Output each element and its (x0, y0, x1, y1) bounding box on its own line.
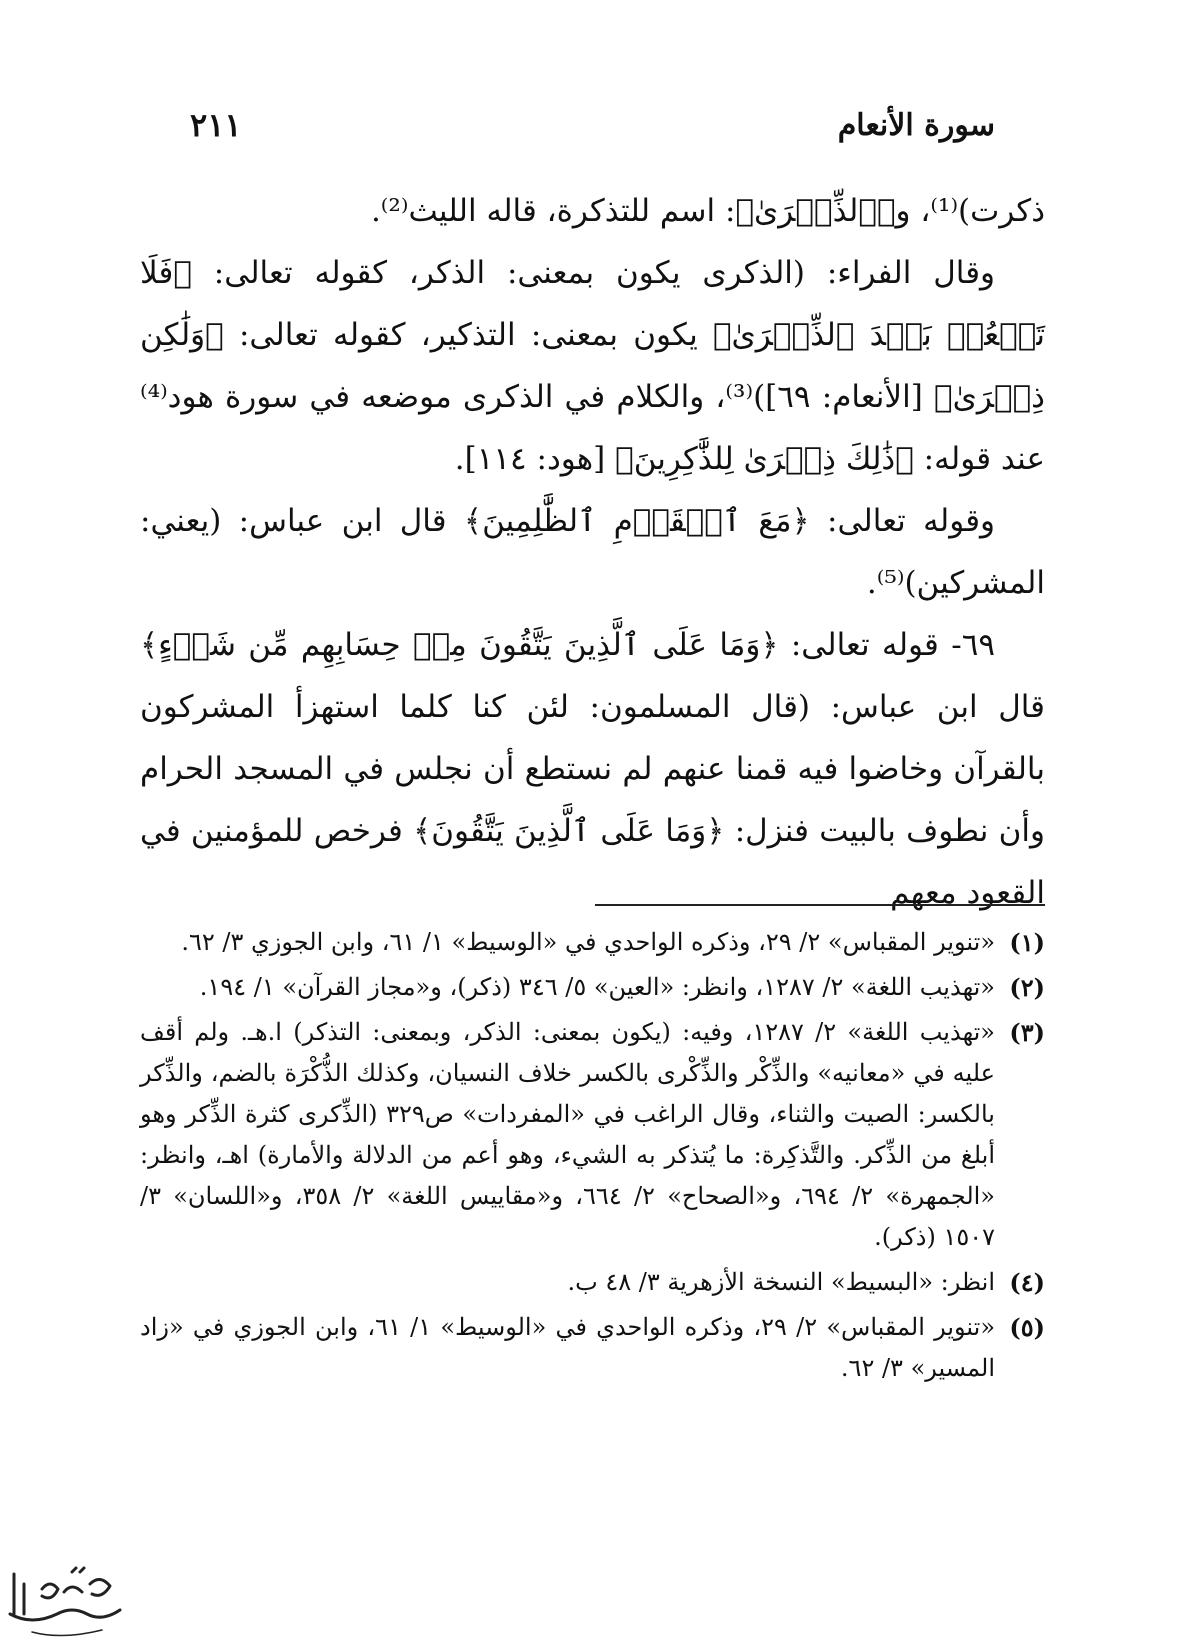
paragraph: وقال الفراء: (الذكرى يكون بمعنى: الذكر، كقوله تعالى: ﴿فَلَا تَقۡعُدۡ بَعۡدَ ٱلذِّكۡرَىٰ﴾ يكون بمعنى: التذكير، كقوله تعالى: ﴿وَلَٰكِن ذِكۡرَىٰ﴾ [الأنعام: ٦٩])⁽³⁾، والكلام في الذكرى موضعه في سورة هود⁽⁴⁾ عند قوله: ﴿ذَٰلِكَ ذِكۡرَىٰ لِلذَّٰكِرِينَ﴾ [هود: ١١٤]. (140, 255, 1045, 477)
paragraph: وقوله تعالى: ﴿مَعَ ٱلۡقَوۡمِ ٱلظَّٰلِمِينَ﴾ قال ابن عباس: (يعني: المشركين)⁽⁵⁾. (140, 503, 1045, 601)
footnote-text: «تنوير المقباس» ٢/ ٢٩، وذكره الواحدي في «الوسيط» ١/ ٦١، وابن الجوزي في «زاد المسير» ٣/ ٦٢. (140, 1313, 996, 1382)
footnote-text: «تهذيب اللغة» ٢/ ١٢٨٧، وفيه: (يكون بمعنى: الذكر، وبمعنى: التذكر) ا.هـ. ولم أقف عليه في «معانيه» والذِّكْر والذِّكْرى بالكسر خلاف النسيان، وكذلك الذُّكْرَة بالضم، والذِّكر بالكسر: الصيت والثناء، وقال الراغب في «المفردات» ص٣٢٩ (الذِّكرى كثرة الذِّكر وهو أبلغ من الذِّكر. والتَّذكِرة: ما يُتذكر به الشيء، وهو أعم من الدلالة والأمارة) اهـ، وانظر: «الجمهرة» ٢/ ٦٩٤، و«الصحاح» ٢/ ٦٦٤، و«مقاييس اللغة» ٢/ ٣٥٨، و«اللسان» ٣/ ١٥٠٧ (ذكر). (140, 1018, 995, 1251)
footnote (140, 967, 1045, 1008)
footnote-number: (٥) (1009, 1313, 1045, 1342)
main-text (140, 180, 1045, 924)
publisher-logo (2, 1544, 132, 1644)
footnote-text: انظر: «البسيط» النسخة الأزهرية ٣/ ٤٨ ب. (567, 1268, 995, 1296)
footnote (140, 922, 1045, 963)
surah-title: سورة الأنعام (837, 107, 995, 143)
page-number: ٢١١ (190, 106, 242, 144)
footnote-number: (٣) (1009, 1018, 1045, 1047)
footnote (140, 1307, 1045, 1389)
paragraph: ٦٩- قوله تعالى: ﴿وَمَا عَلَى ٱلَّذِينَ يَتَّقُونَ مِنۡ حِسَابِهِم مِّن شَيۡءٍ﴾ قال ابن عباس: (قال المسلمون: لئن كنا كلما استهزأ المشركون بالقرآن وخاضوا فيه قمنا عنهم لم نستطع أن نجلس في المسجد الحرام وأن نطوف بالبيت فنزل: ﴿وَمَا عَلَى ٱلَّذِينَ يَتَّقُونَ﴾ فرخص للمؤمنين في القعود معهم (140, 627, 1045, 911)
footnote (140, 1262, 1045, 1303)
footnote-divider (595, 904, 1045, 906)
footnotes (140, 922, 1045, 1393)
page-header (190, 100, 995, 150)
paragraph: ذكرت)⁽¹⁾، و﴿ٱلذِّكۡرَىٰ﴾: اسم للتذكرة، قاله الليث⁽²⁾. (370, 193, 1045, 229)
footnote-number: (٢) (1009, 973, 1045, 1002)
footnote (140, 1012, 1045, 1258)
footnote-number: (٤) (1009, 1268, 1045, 1297)
footnote-number: (١) (1009, 928, 1045, 957)
footnote-text: «تهذيب اللغة» ٢/ ١٢٨٧، وانظر: «العين» ٥/ ٣٤٦ (ذكر)، و«مجاز القرآن» ١/ ١٩٤. (199, 973, 995, 1001)
footnote-text: «تنوير المقباس» ٢/ ٢٩، وذكره الواحدي في «الوسيط» ١/ ٦١، وابن الجوزي ٣/ ٦٢. (181, 928, 995, 956)
